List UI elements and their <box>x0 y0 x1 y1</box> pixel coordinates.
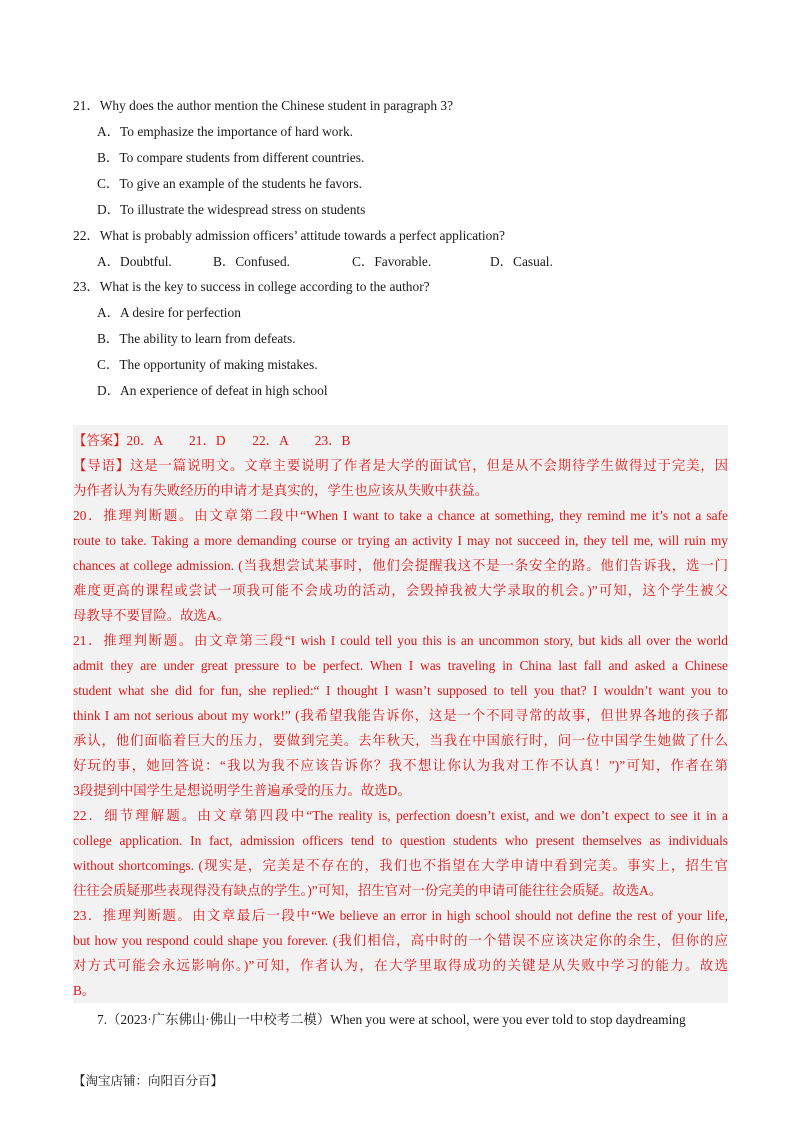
question-23-option-c: C．The opportunity of making mistakes. <box>97 357 318 372</box>
explanation-line: admit they are under great pressure to be perfect. When I was traveling in China last fall and asked a Chinese <box>73 658 728 673</box>
question-22-option-c: C．Favorable. <box>352 254 432 269</box>
question-23-option-b: B．The ability to learn from defeats. <box>97 331 296 346</box>
explanation-line: 好玩的事，她回答说：“我以为我不应该告诉你？我不想让你认为我对工作不认真！”)”可知，作者在第 <box>73 758 728 773</box>
explanation-line: 21．推理判断题。由文章第三段“I wish I could tell you this is an uncommon story, but kids all over the world <box>73 633 728 648</box>
explanation-line: route to take. Taking a more demanding course or trying an activity I may not succeed in, they tell me, will ruin my <box>73 533 728 548</box>
explanation-line: 难度更高的课程或尝试一项我可能不会成功的活动，会毁掉我被大学录取的机会。)”可知，这个学生被父 <box>73 583 728 598</box>
answer-explanation <box>73 428 728 1003</box>
question-21-stem: 21．Why does the author mention the Chinese student in paragraph 3? <box>73 98 454 113</box>
explanation-line: think I am not serious about my work!” (我希望我能告诉你，这是一个不同寻常的故事，但世界各地的孩子都 <box>73 708 728 723</box>
question-21-option-a: A．To emphasize the importance of hard work. <box>97 124 354 139</box>
explanation-line: 往往会质疑那些表现得没有缺点的学生。)”可知，招生官对一份完美的申请可能往往会质疑。故选A。 <box>73 883 663 898</box>
answer-key-line: 【答案】20．A 21．D 22．A 23．B <box>73 433 351 448</box>
question-21-option-d: D．To illustrate the widespread stress on students <box>97 202 366 217</box>
question-21-option-c: C．To give an example of the students he favors. <box>97 176 362 191</box>
explanation-line: 对方式可能会永远影响你。)”可知，作者认为，在大学里取得成功的关键是从失败中学习的能力。故选 <box>73 958 728 973</box>
explanation-line: student what she did for fun, she replied:“ I thought I wasn’t supposed to tell you that? I wouldn’t want you to <box>73 683 728 698</box>
explanation-line: chances at college admission. (当我想尝试某事时，他们会提醒我这不是一条安全的路。他们告诉我，选一门 <box>73 558 728 573</box>
shop-footer: 【淘宝店铺：向阳百分百】 <box>73 1074 224 1088</box>
question-21-option-b: B．To compare students from different countries. <box>97 150 365 165</box>
question-22-option-b: B．Confused. <box>213 254 290 269</box>
explanation-line: 承认，他们面临着巨大的压力，要做到完美。去年秋天，当我在中国旅行时，问一位中国学生她做了什么 <box>73 733 728 748</box>
question-22-stem: 22．What is probably admission officers’ attitude towards a perfect application? <box>73 228 505 243</box>
explanation-line: 母教导不要冒险。故选A。 <box>73 608 230 623</box>
explanation-line: 20．推理判断题。由文章第二段中“When I want to take a chance at something, they remind me it’s not a safe <box>73 508 728 523</box>
explanation-line: college application. In fact, admission officers tend to question students who present themselves as individuals <box>73 833 728 848</box>
question-23-option-d: D．An experience of defeat in high school <box>97 383 328 398</box>
explanation-line: but how you respond could shape you forever. (我们相信，高中时的一个错误不应该决定你的余生，但你的应 <box>73 933 728 948</box>
explanation-line: 22．细节理解题。由文章第四段中“The reality is, perfection doesn’t exist, and we don’t expect to see it in a <box>73 808 728 823</box>
question-22-option-d: D．Casual. <box>490 254 553 269</box>
next-passage-intro: 7.（2023·广东佛山·佛山一中校考二模）When you were at school, were you ever told to stop daydreaming <box>97 1012 686 1027</box>
explanation-line: without shortcomings. (现实是，完美是不存在的，我们也不指望在大学申请中看到完美。事实上，招生官 <box>73 858 728 873</box>
question-23-option-a: A．A desire for perfection <box>97 305 241 320</box>
question-22-options <box>97 253 577 271</box>
explanation-line: 为作者认为有失败经历的申请才是真实的，学生也应该从失败中获益。 <box>73 483 489 498</box>
explanation-line: 23．推理判断题。由文章最后一段中“We believe an error in high school should not define the rest of your life, <box>73 908 728 923</box>
explanation-line: B。 <box>73 983 96 998</box>
question-22-option-a: A．Doubtful. <box>97 254 172 269</box>
explanation-line: 【导语】这是一篇说明文。文章主要说明了作者是大学的面试官，但是从不会期待学生做得过于完美，因 <box>73 458 728 473</box>
explanation-line: 3段提到中国学生是想说明学生普遍承受的压力。故选D。 <box>73 783 411 798</box>
question-23-stem: 23．What is the key to success in college according to the author? <box>73 279 430 294</box>
